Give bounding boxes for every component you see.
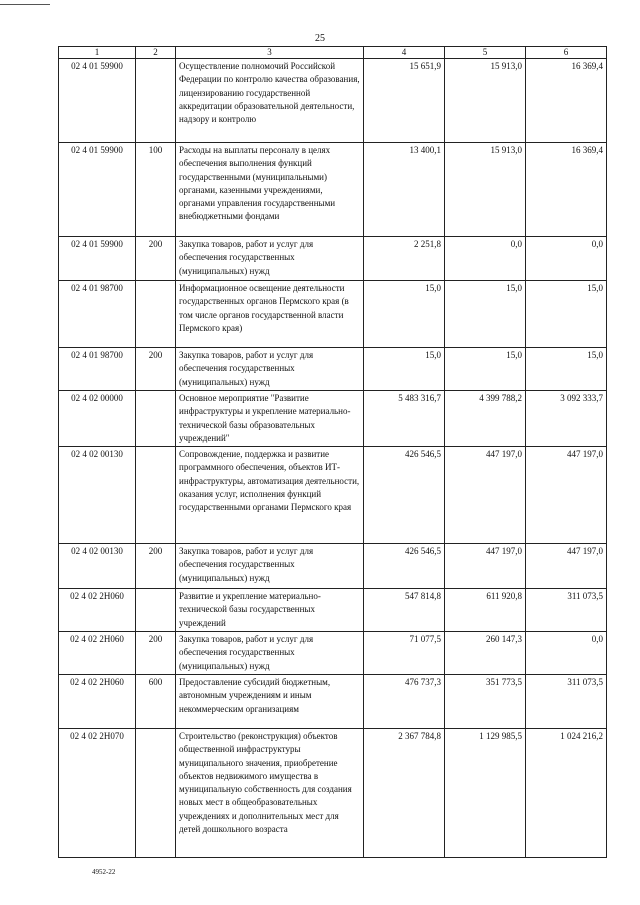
header-cell: 2 xyxy=(136,47,176,59)
amount-cell: 476 737,3 xyxy=(364,674,445,728)
expense-type-cell xyxy=(136,59,176,143)
table-row xyxy=(59,728,607,857)
code-cell: 02 4 01 59900 xyxy=(59,143,136,237)
amount-cell: 16 369,4 xyxy=(526,143,607,237)
code-cell: 02 4 02 00130 xyxy=(59,447,136,544)
code-cell: 02 4 01 98700 xyxy=(59,348,136,391)
amount-cell: 447 197,0 xyxy=(445,544,526,589)
amount-cell: 260 147,3 xyxy=(445,632,526,675)
expense-type-cell: 600 xyxy=(136,674,176,728)
name-cell: Расходы на выплаты персоналу в целях обеспечения выполнения функций государственными (муниципальными) органами, казенными учреждениями, органами управления государственными внебюджетными фондами xyxy=(176,143,364,237)
name-cell: Осуществление полномочий Российской Федерации по контролю качества образования, лицензированию государственной аккредитации образовательной деятельности, надзору и контролю xyxy=(176,59,364,143)
amount-cell: 15 913,0 xyxy=(445,143,526,237)
name-cell: Сопровождение, поддержка и развитие программного обеспечения, объектов ИТ-инфраструктуры, автоматизация деятельности, оказания услуг, исполнения функций государственными органами Пермского края xyxy=(176,447,364,544)
table-row xyxy=(59,143,607,237)
code-cell: 02 4 01 59900 xyxy=(59,237,136,281)
table-row xyxy=(59,237,607,281)
amount-cell: 5 483 316,7 xyxy=(364,391,445,447)
code-cell: 02 4 01 59900 xyxy=(59,59,136,143)
amount-cell: 15 913,0 xyxy=(445,59,526,143)
amount-cell: 611 920,8 xyxy=(445,589,526,632)
scan-edge-mark xyxy=(0,4,50,5)
name-cell: Закупка товаров, работ и услуг для обеспечения государственных (муниципальных) нужд xyxy=(176,544,364,589)
table-row xyxy=(59,447,607,544)
amount-cell: 15,0 xyxy=(526,281,607,348)
expense-type-cell: 200 xyxy=(136,632,176,675)
page-number: 25 xyxy=(315,33,325,44)
code-cell: 02 4 01 98700 xyxy=(59,281,136,348)
code-cell: 02 4 02 2Н060 xyxy=(59,674,136,728)
name-cell: Закупка товаров, работ и услуг для обеспечения государственных (муниципальных) нужд xyxy=(176,348,364,391)
expense-type-cell xyxy=(136,728,176,857)
document-code: 4952-22 xyxy=(92,868,116,876)
amount-cell: 2 367 784,8 xyxy=(364,728,445,857)
expense-type-cell xyxy=(136,391,176,447)
amount-cell: 4 399 788,2 xyxy=(445,391,526,447)
amount-cell: 447 197,0 xyxy=(526,447,607,544)
budget-table xyxy=(58,46,607,858)
expense-type-cell: 200 xyxy=(136,348,176,391)
header-cell: 4 xyxy=(364,47,445,59)
name-cell: Закупка товаров, работ и услуг для обеспечения государственных (муниципальных) нужд xyxy=(176,632,364,675)
name-cell: Закупка товаров, работ и услуг для обеспечения государственных (муниципальных) нужд xyxy=(176,237,364,281)
table-row xyxy=(59,348,607,391)
amount-cell: 351 773,5 xyxy=(445,674,526,728)
code-cell: 02 4 02 2Н070 xyxy=(59,728,136,857)
amount-cell: 3 092 333,7 xyxy=(526,391,607,447)
name-cell: Развитие и укрепление материально-технической базы государственных учреждений xyxy=(176,589,364,632)
name-cell: Строительство (реконструкция) объектов общественной инфраструктуры муниципального значения, приобретение объектов недвижимого имущества в муниципальную собственность для создания новых мест в общеобразовательных учреждениях и дополнительных мест для детей дошкольного возраста xyxy=(176,728,364,857)
amount-cell: 311 073,5 xyxy=(526,674,607,728)
table-row xyxy=(59,544,607,589)
amount-cell: 71 077,5 xyxy=(364,632,445,675)
amount-cell: 15,0 xyxy=(445,348,526,391)
amount-cell: 1 024 216,2 xyxy=(526,728,607,857)
table-row xyxy=(59,589,607,632)
amount-cell: 15 651,9 xyxy=(364,59,445,143)
amount-cell: 15,0 xyxy=(364,281,445,348)
amount-cell: 0,0 xyxy=(526,632,607,675)
amount-cell: 426 546,5 xyxy=(364,544,445,589)
amount-cell: 15,0 xyxy=(445,281,526,348)
expense-type-cell xyxy=(136,589,176,632)
amount-cell: 311 073,5 xyxy=(526,589,607,632)
name-cell: Основное мероприятие "Развитие инфраструктуры и укрепление материально-технической базы образовательных учреждений" xyxy=(176,391,364,447)
code-cell: 02 4 02 2Н060 xyxy=(59,589,136,632)
header-cell: 5 xyxy=(445,47,526,59)
amount-cell: 13 400,1 xyxy=(364,143,445,237)
amount-cell: 447 197,0 xyxy=(445,447,526,544)
amount-cell: 16 369,4 xyxy=(526,59,607,143)
table-row xyxy=(59,59,607,143)
table-header-row xyxy=(59,47,607,59)
code-cell: 02 4 02 00130 xyxy=(59,544,136,589)
amount-cell: 447 197,0 xyxy=(526,544,607,589)
code-cell: 02 4 02 00000 xyxy=(59,391,136,447)
amount-cell: 1 129 985,5 xyxy=(445,728,526,857)
name-cell: Информационное освещение деятельности государственных органов Пермского края (в том числе органов государственной власти Пермского края) xyxy=(176,281,364,348)
amount-cell: 15,0 xyxy=(364,348,445,391)
amount-cell: 2 251,8 xyxy=(364,237,445,281)
amount-cell: 426 546,5 xyxy=(364,447,445,544)
table-row xyxy=(59,674,607,728)
amount-cell: 547 814,8 xyxy=(364,589,445,632)
amount-cell: 0,0 xyxy=(526,237,607,281)
table-row xyxy=(59,632,607,675)
expense-type-cell: 200 xyxy=(136,544,176,589)
expense-type-cell: 100 xyxy=(136,143,176,237)
table-row xyxy=(59,391,607,447)
code-cell: 02 4 02 2Н060 xyxy=(59,632,136,675)
table-row xyxy=(59,281,607,348)
amount-cell: 0,0 xyxy=(445,237,526,281)
expense-type-cell: 200 xyxy=(136,237,176,281)
amount-cell: 15,0 xyxy=(526,348,607,391)
header-cell: 3 xyxy=(176,47,364,59)
expense-type-cell xyxy=(136,281,176,348)
name-cell: Предоставление субсидий бюджетным, автономным учреждениям и иным некоммерческим организациям xyxy=(176,674,364,728)
header-cell: 1 xyxy=(59,47,136,59)
header-cell: 6 xyxy=(526,47,607,59)
expense-type-cell xyxy=(136,447,176,544)
